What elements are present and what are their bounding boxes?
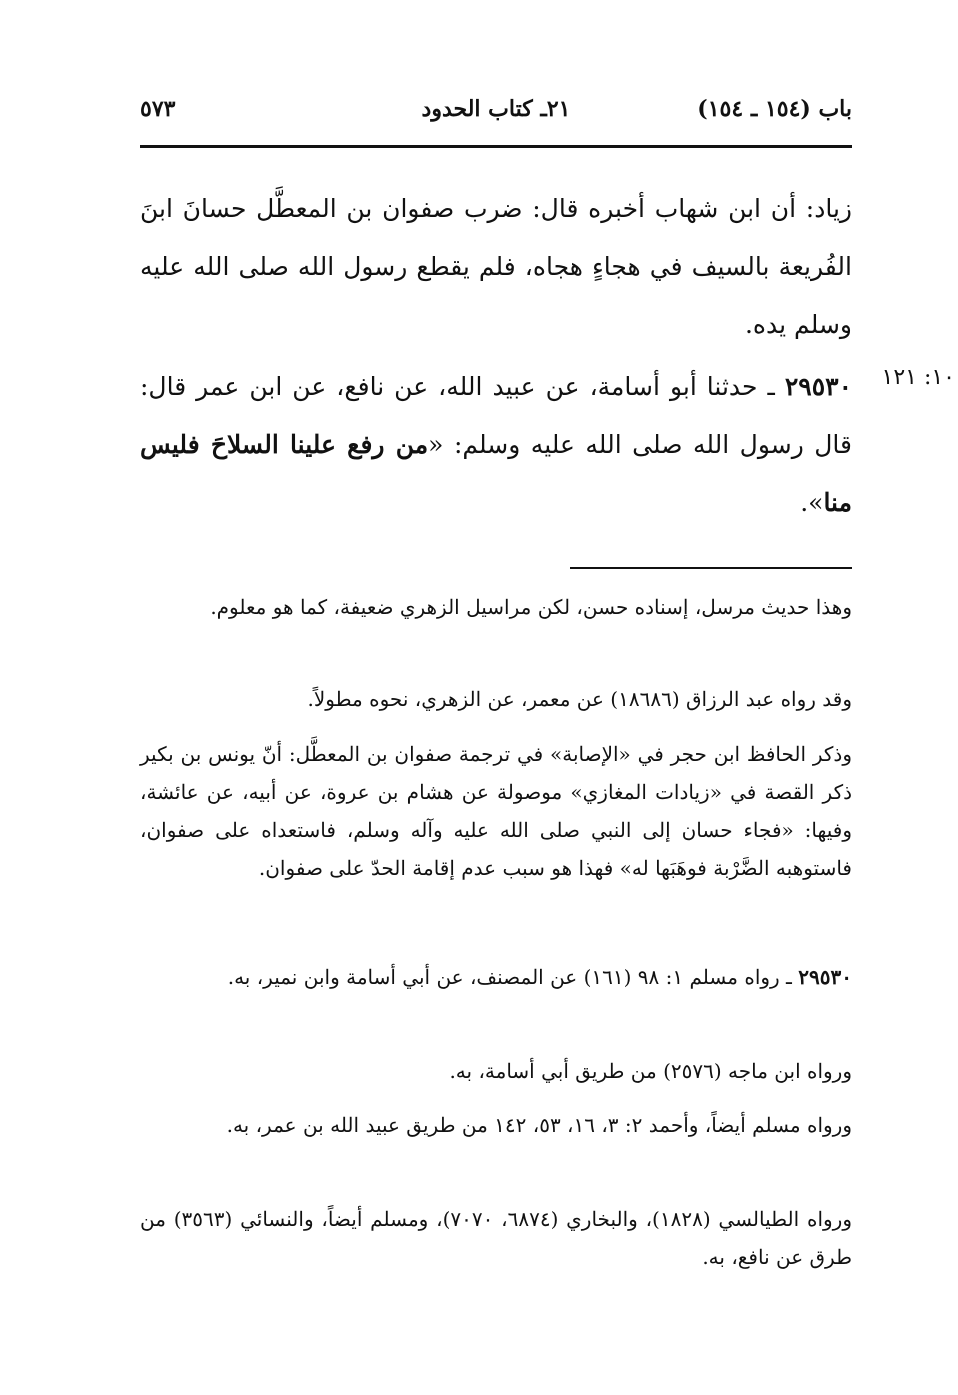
hadith-chain: ـ حدثنا أبو أسامة، عن عبيد الله، عن نافع، عن ابن عمر قال: قال رسول الله صلى الله عليه وسلم: « bbox=[140, 372, 852, 459]
footnote-1: وهذا حديث مرسل، إسناده حسن، لكن مراسيل الزهري ضعيفة، كما هو معلوم. bbox=[210, 595, 852, 619]
footnote-2: وقد رواه عبد الرزاق (١٨٦٨٦) عن معمر، عن الزهري، نحوه مطولاً. bbox=[307, 687, 852, 711]
footnote-7: ورواه الطيالسي (١٨٢٨)، والبخاري (٦٨٧٤، ٧٠٧٠)، ومسلم أيضاً، والنسائي (٣٥٦٣) من طرق عن نافع، به. bbox=[140, 1207, 852, 1269]
hadith-number: ٢٩٥٣٠ bbox=[784, 372, 852, 401]
footnote-hadith-number: ٢٩٥٣٠ bbox=[798, 965, 852, 989]
hadith-paragraph bbox=[140, 358, 852, 532]
page-header bbox=[140, 92, 852, 136]
hadith-quote: من رفع علينا السلاحَ فليس منا bbox=[140, 430, 852, 517]
footnote-rule bbox=[570, 567, 852, 569]
footnote-4 bbox=[140, 958, 852, 996]
book-title: ٢١ـ كتاب الحدود bbox=[421, 96, 571, 122]
chapter-range: باب (١٥٤ ـ ١٥٤) bbox=[697, 96, 852, 122]
body-paragraph-1: زياد: أن ابن شهاب أخبره قال: ضرب صفوان بن المعطَّل حسانَ ابنَ الفُريعة بالسيف في هجاءٍ هجاه، فلم يقطع رسول الله صلى الله عليه وسلم يده. bbox=[140, 194, 852, 339]
margin-reference: ١٠: ١٢١ bbox=[881, 365, 955, 390]
footnote-6: ورواه مسلم أيضاً، وأحمد ٢: ٣، ١٦، ٥٣، ١٤٢ من طريق عبيد الله بن عمر، به. bbox=[226, 1113, 852, 1137]
header-rule bbox=[140, 145, 852, 148]
footnote-5: ورواه ابن ماجه (٢٥٧٦) من طريق أبي أسامة، به. bbox=[449, 1059, 852, 1083]
page-number: ٥٧٣ bbox=[140, 96, 176, 122]
footnote-3: وذكر الحافظ ابن حجر في «الإصابة» في ترجمة صفوان بن المعطَّل: أنّ يونس بن بكير ذكر القصة في «زيادات المغازي» موصولة عن هشام بن عروة، عن أبيه، عن عائشة، وفيها: «فجاء حسان إلى النبي صلى الله عليه وآله وسلم، فاستعداه على صفوان، فاستوهبه الضَّرْبة فوهَبَها له» فهذا هو سبب عدم إقامة الحدّ على صفوان. bbox=[140, 742, 852, 880]
footnote-4-text: ـ رواه مسلم ١: ٩٨ (١٦١) عن المصنف، عن أبي أسامة وابن نمير، به. bbox=[227, 965, 799, 989]
hadith-end: ». bbox=[800, 488, 824, 517]
